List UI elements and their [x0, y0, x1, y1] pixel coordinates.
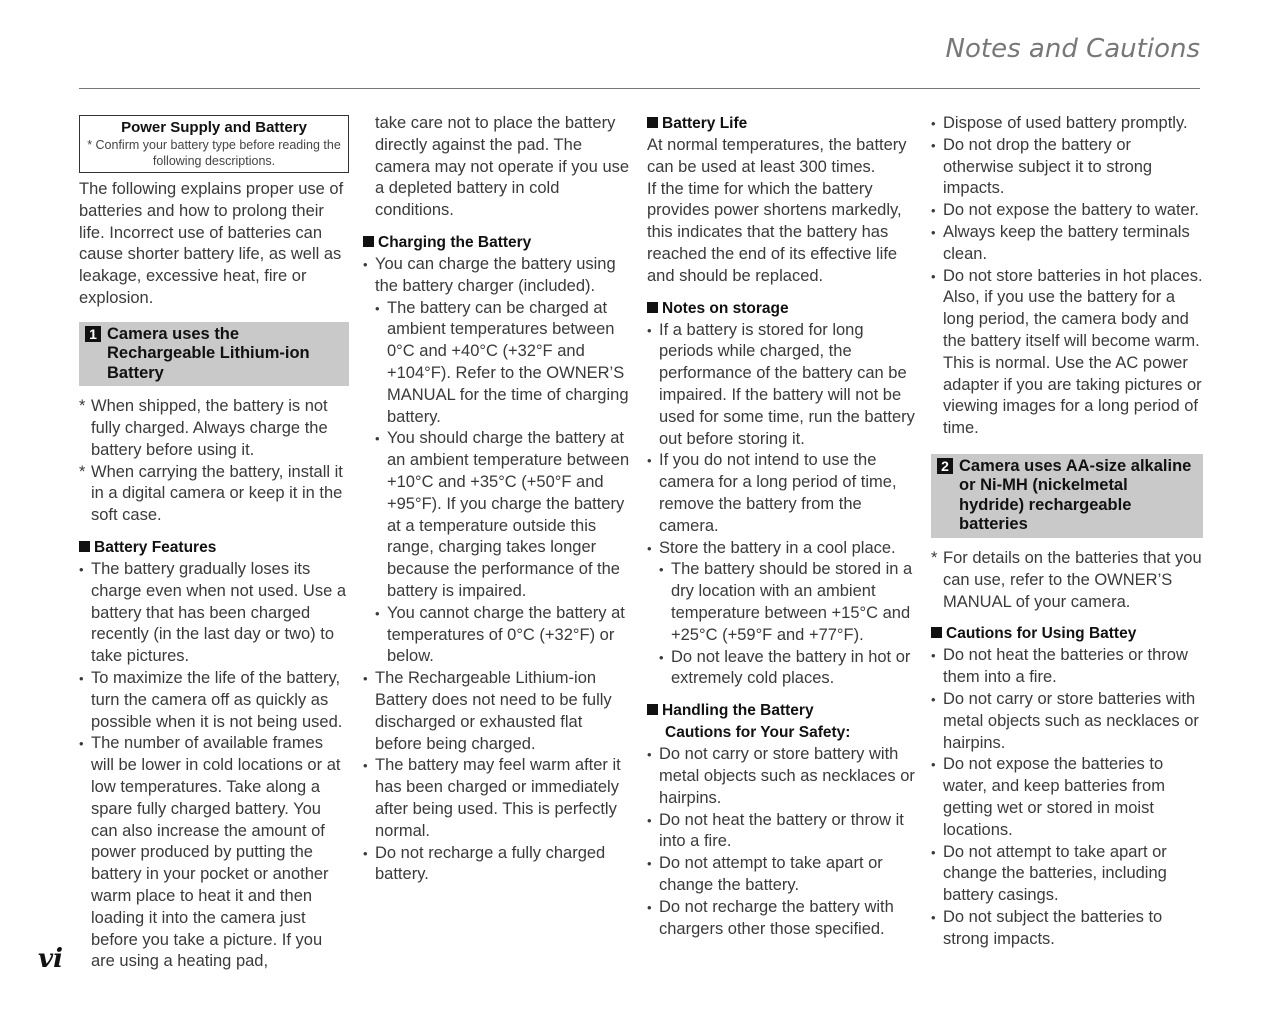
handling-heading: Handling the Battery [647, 700, 919, 722]
battery-life-heading: Battery Life [647, 113, 919, 135]
section-1-note: * When carrying the battery, install it in a digital camera or keep it in the soft case. [79, 462, 349, 527]
battery-features-continued: take care not to place the battery directly against the pad. The camera may not operate if you use a depleted battery in cold conditions. [375, 114, 630, 220]
charging-list-2 [363, 668, 633, 886]
section-1-note: * When shipped, the battery is not fully charged. Always charge the battery before using it. [79, 396, 349, 461]
cautions-list [931, 645, 1203, 950]
list-item: • You cannot charge the battery at temperatures of 0°C (+32°F) or below. [363, 603, 633, 668]
column-4 [931, 113, 1203, 951]
column-1 [79, 113, 349, 973]
handling-list [647, 744, 919, 940]
section-2-number: 2 [937, 458, 953, 474]
section-1-number: 1 [85, 326, 101, 342]
list-item: • Do not leave the battery in hot or extremely cold places. [647, 647, 919, 691]
section-2-note: * For details on the batteries that you can use, refer to the OWNER’S MANUAL of your camera. [931, 548, 1203, 613]
list-item: • Do not subject the batteries to strong impacts. [931, 907, 1203, 951]
section-2-title: Camera uses AA-size alkaline or Ni-MH (nickelmetal hydride) rechargeable batteries [959, 456, 1192, 534]
list-item: • If you do not intend to use the camera for a long period of time, remove the battery from the camera. [647, 450, 919, 537]
charging-heading: Charging the Battery [363, 232, 633, 254]
header-divider [79, 88, 1200, 89]
intro-paragraph: The following explains proper use of batteries and how to prolong their life. Incorrect use of batteries can cause shorter battery life, as well as leakage, excessive heat, fire or explosion. [79, 180, 344, 307]
section-1-heading [79, 322, 349, 387]
list-item: • You can charge the battery using the battery charger (included). [363, 254, 633, 298]
list-item: • The battery can be charged at ambient temperatures between 0°C and +40°C (+32°F and +104°F). Refer to the OWNER’S MANUAL for the time of charging battery. [363, 298, 633, 429]
power-supply-box [79, 115, 349, 173]
list-item: • The battery may feel warm after it has been charged or immediately after being used. This is perfectly normal. [363, 755, 633, 842]
battery-life-text: If the time for which the battery provides power shortens markedly, this indicates that the battery has reached the end of its effective life and should be replaced. [647, 179, 902, 285]
list-item: • Do not attempt to take apart or change the battery. [647, 853, 919, 897]
list-item: • To maximize the life of the battery, turn the camera off as quickly as possible when it is not being used. [79, 668, 349, 733]
list-item: • The battery gradually loses its charge even when not used. Use a battery that has been charged recently (in the last day or two) to take pictures. [79, 559, 349, 668]
list-item: • If a battery is stored for long periods while charged, the performance of the battery can be impaired. If the battery will not be used for some time, run the battery out before storing it. [647, 320, 919, 451]
section-1-title: Camera uses the Rechargeable Lithium-ion Battery [107, 324, 310, 382]
list-item: • Do not recharge the battery with chargers other those specified. [647, 897, 919, 941]
storage-list [647, 320, 919, 560]
list-item: • Do not heat the battery or throw it into a fire. [647, 810, 919, 854]
charging-sublist [363, 298, 633, 669]
list-item: • Store the battery in a cool place. [647, 538, 919, 560]
battery-features-heading: Battery Features [79, 537, 349, 559]
page-number: vi [38, 944, 63, 974]
list-item: • Do not expose the batteries to water, and keep batteries from getting wet or stored in moist locations. [931, 754, 1203, 841]
list-item: • Do not expose the battery to water. [931, 200, 1203, 222]
list-item: • Dispose of used battery promptly. [931, 113, 1203, 135]
battery-features-list [79, 559, 349, 973]
page-header-title: Notes and Cautions [945, 34, 1200, 64]
list-item: • Do not carry or store battery with metal objects such as necklaces or hairpins. [647, 744, 919, 809]
list-item: • Always keep the battery terminals clean. [931, 222, 1203, 266]
power-box-title: Power Supply and Battery [121, 119, 307, 136]
cautions-heading: Cautions for Using Battey [931, 623, 1203, 645]
list-item: • Do not attempt to take apart or change the batteries, including battery casings. [931, 842, 1203, 907]
handling-list-continued [931, 113, 1203, 440]
column-2 [363, 113, 633, 886]
power-box-note: * Confirm your battery type before reading the following descriptions. [87, 138, 341, 168]
list-item: • The Rechargeable Lithium-ion Battery does not need to be fully discharged or exhausted flat before being charged. [363, 668, 633, 755]
list-item: • Do not store batteries in hot places. Also, if you use the battery for a long period, the camera body and the battery itself will become warm. This is normal. Use the AC power adapter if you are taking pictures or viewing images for a long period of time. [931, 266, 1203, 440]
section-2-heading [931, 454, 1203, 538]
list-item: • The battery should be stored in a dry location with an ambient temperature between +15°C and +25°C (+59°F and +77°F). [647, 559, 919, 646]
list-item: • Do not recharge a fully charged battery. [363, 843, 633, 887]
storage-sublist [647, 559, 919, 690]
charging-list [363, 254, 633, 298]
list-item: • The number of available frames will be lower in cold locations or at low temperatures. Take along a spare fully charged battery. You can also increase the amount of power produced by putting the battery in your pocket or another warm place to heat it and then loading it into the camera just before you take a picture. If you are using a heating pad, [79, 733, 349, 973]
handling-subheading: Cautions for Your Safety: [665, 724, 851, 742]
list-item: • Do not carry or store batteries with metal objects such as necklaces or hairpins. [931, 689, 1203, 754]
list-item: • You should charge the battery at an ambient temperature between +10°C and +35°C (+50°F and +95°F). If you charge the battery at a temperature outside this range, charging takes longer because the performance of the battery is impaired. [363, 428, 633, 602]
list-item: • Do not heat the batteries or throw them into a fire. [931, 645, 1203, 689]
battery-life-text: At normal temperatures, the battery can be used at least 300 times. [647, 136, 907, 176]
list-item: • Do not drop the battery or otherwise subject it to strong impacts. [931, 135, 1203, 200]
column-3 [647, 113, 919, 940]
storage-heading: Notes on storage [647, 298, 919, 320]
